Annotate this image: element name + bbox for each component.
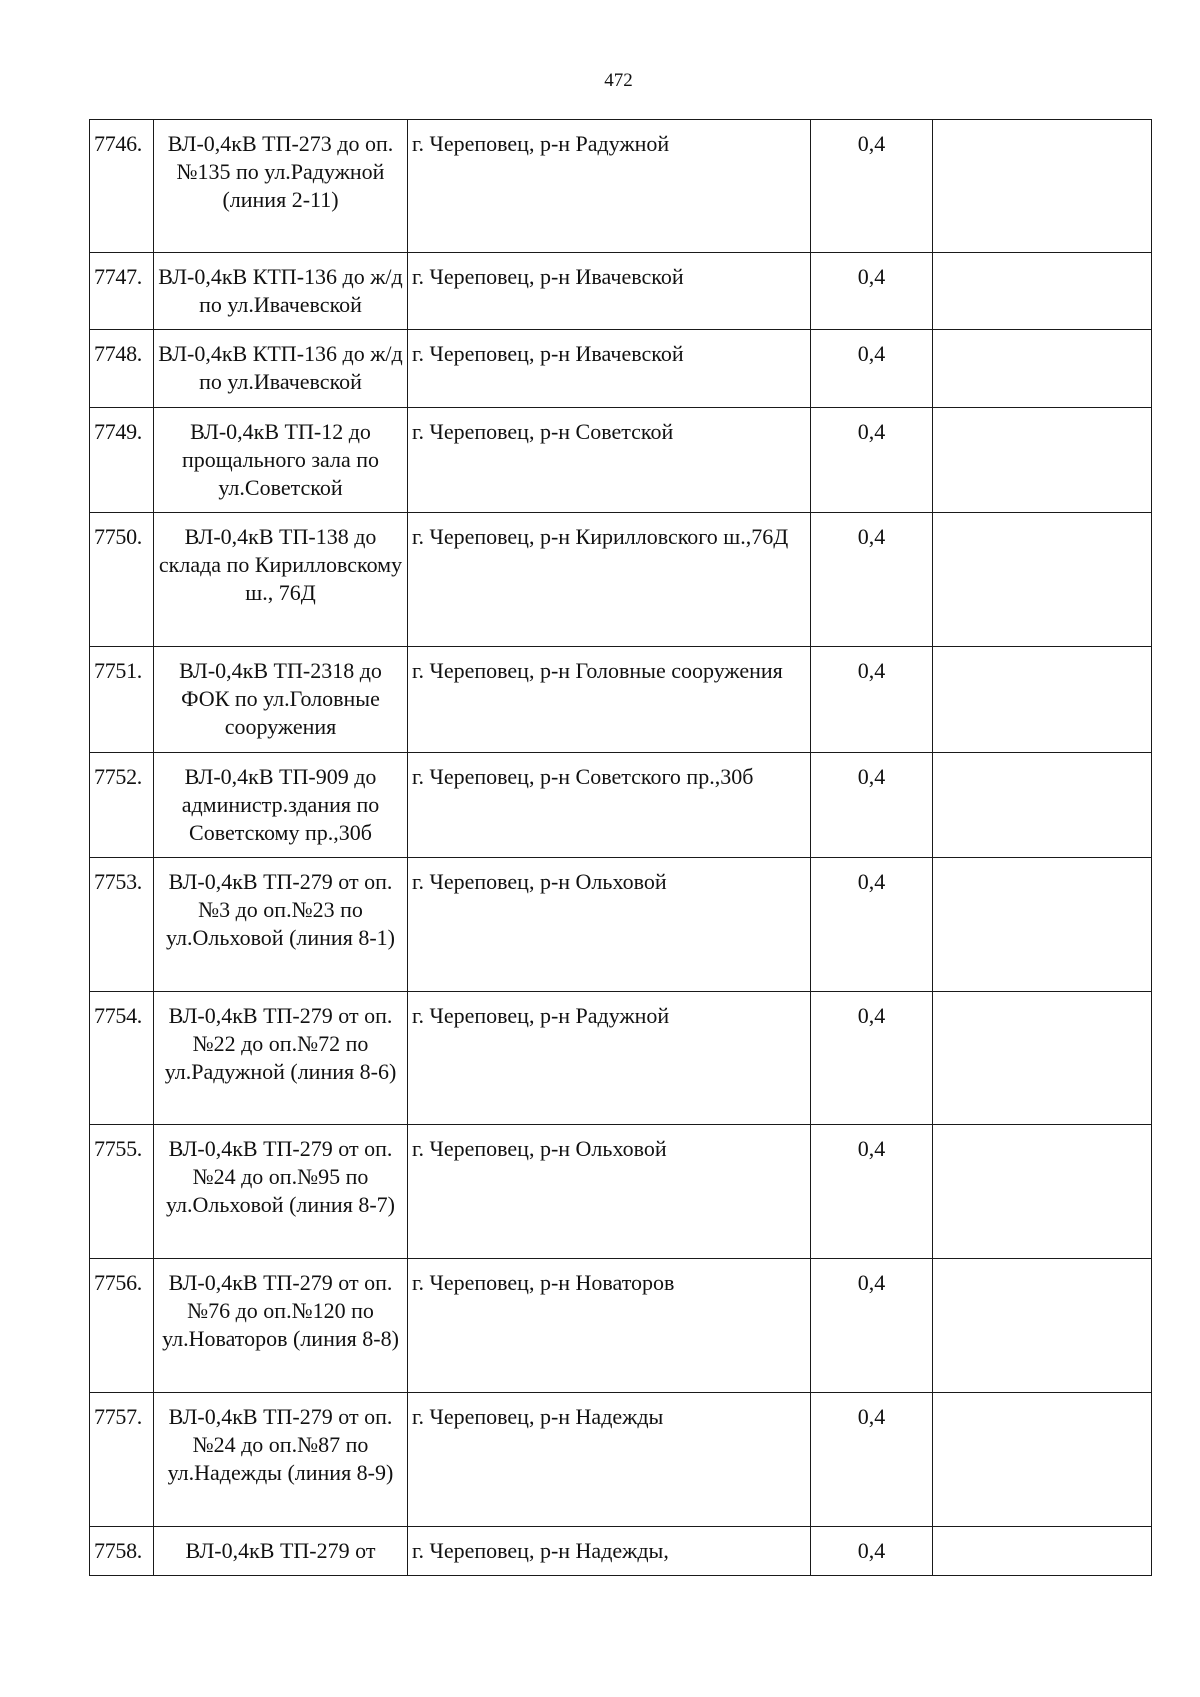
empty-cell xyxy=(933,647,1152,753)
line-voltage: 0,4 xyxy=(811,647,933,753)
row-number: 7750. xyxy=(90,513,154,647)
row-number: 7752. xyxy=(90,753,154,858)
row-number: 7757. xyxy=(90,1393,154,1527)
table-row xyxy=(90,408,1152,513)
line-voltage: 0,4 xyxy=(811,753,933,858)
empty-cell xyxy=(933,1259,1152,1393)
line-address: г. Череповец, р-н Надежды xyxy=(408,1393,811,1527)
line-voltage: 0,4 xyxy=(811,1527,933,1576)
line-address: г. Череповец, р-н Новаторов xyxy=(408,1259,811,1393)
line-name: ВЛ-0,4кВ ТП-909 до администр.здания по Советскому пр.,30б xyxy=(154,753,408,858)
line-address: г. Череповец, р-н Надежды, xyxy=(408,1527,811,1576)
line-voltage: 0,4 xyxy=(811,858,933,992)
line-name: ВЛ-0,4кВ ТП-279 от оп.№22 до оп.№72 по ул.Радужной (линия 8-6) xyxy=(154,992,408,1125)
line-voltage: 0,4 xyxy=(811,1125,933,1259)
line-name: ВЛ-0,4кВ ТП-273 до оп.№135 по ул.Радужной (линия 2-11) xyxy=(154,120,408,253)
line-name: ВЛ-0,4кВ КТП-136 до ж/д по ул.Ивачевской xyxy=(154,330,408,408)
table-row xyxy=(90,120,1152,253)
empty-cell xyxy=(933,408,1152,513)
line-address: г. Череповец, р-н Советского пр.,30б xyxy=(408,753,811,858)
row-number: 7753. xyxy=(90,858,154,992)
line-voltage: 0,4 xyxy=(811,330,933,408)
table-row xyxy=(90,1527,1152,1576)
line-voltage: 0,4 xyxy=(811,1393,933,1527)
empty-cell xyxy=(933,253,1152,330)
line-voltage: 0,4 xyxy=(811,120,933,253)
table-row xyxy=(90,1125,1152,1259)
line-name: ВЛ-0,4кВ ТП-279 от оп.№24 до оп.№87 по ул.Надежды (линия 8-9) xyxy=(154,1393,408,1527)
empty-cell xyxy=(933,1125,1152,1259)
line-name: ВЛ-0,4кВ ТП-12 до прощального зала по ул.Советской xyxy=(154,408,408,513)
row-number: 7755. xyxy=(90,1125,154,1259)
row-number: 7751. xyxy=(90,647,154,753)
line-voltage: 0,4 xyxy=(811,513,933,647)
line-name: ВЛ-0,4кВ ТП-2318 до ФОК по ул.Головные сооружения xyxy=(154,647,408,753)
empty-cell xyxy=(933,1527,1152,1576)
line-address: г. Череповец, р-н Ивачевской xyxy=(408,253,811,330)
line-name: ВЛ-0,4кВ КТП-136 до ж/д по ул.Ивачевской xyxy=(154,253,408,330)
row-number: 7758. xyxy=(90,1527,154,1576)
line-address: г. Череповец, р-н Ольховой xyxy=(408,1125,811,1259)
line-name: ВЛ-0,4кВ ТП-279 от xyxy=(154,1527,408,1576)
table-row xyxy=(90,647,1152,753)
table-row xyxy=(90,253,1152,330)
line-name: ВЛ-0,4кВ ТП-279 от оп.№3 до оп.№23 по ул.Ольховой (линия 8-1) xyxy=(154,858,408,992)
empty-cell xyxy=(933,992,1152,1125)
empty-cell xyxy=(933,753,1152,858)
register-table xyxy=(89,119,1152,1576)
line-name: ВЛ-0,4кВ ТП-279 от оп.№24 до оп.№95 по ул.Ольховой (линия 8-7) xyxy=(154,1125,408,1259)
row-number: 7756. xyxy=(90,1259,154,1393)
page-number: 472 xyxy=(604,70,633,91)
line-voltage: 0,4 xyxy=(811,992,933,1125)
line-name: ВЛ-0,4кВ ТП-279 от оп.№76 до оп.№120 по ул.Новаторов (линия 8-8) xyxy=(154,1259,408,1393)
row-number: 7749. xyxy=(90,408,154,513)
table-row xyxy=(90,1393,1152,1527)
table-row xyxy=(90,858,1152,992)
line-address: г. Череповец, р-н Ивачевской xyxy=(408,330,811,408)
line-address: г. Череповец, р-н Советской xyxy=(408,408,811,513)
empty-cell xyxy=(933,120,1152,253)
line-address: г. Череповец, р-н Радужной xyxy=(408,992,811,1125)
empty-cell xyxy=(933,858,1152,992)
table-row xyxy=(90,992,1152,1125)
row-number: 7747. xyxy=(90,253,154,330)
table-row xyxy=(90,513,1152,647)
line-voltage: 0,4 xyxy=(811,253,933,330)
table-row xyxy=(90,1259,1152,1393)
empty-cell xyxy=(933,330,1152,408)
line-address: г. Череповец, р-н Радужной xyxy=(408,120,811,253)
line-address: г. Череповец, р-н Ольховой xyxy=(408,858,811,992)
table-row xyxy=(90,330,1152,408)
line-voltage: 0,4 xyxy=(811,408,933,513)
empty-cell xyxy=(933,513,1152,647)
table-row xyxy=(90,753,1152,858)
empty-cell xyxy=(933,1393,1152,1527)
line-address: г. Череповец, р-н Кирилловского ш.,76Д xyxy=(408,513,811,647)
line-voltage: 0,4 xyxy=(811,1259,933,1393)
row-number: 7754. xyxy=(90,992,154,1125)
row-number: 7746. xyxy=(90,120,154,253)
line-address: г. Череповец, р-н Головные сооружения xyxy=(408,647,811,753)
register-table-body xyxy=(90,120,1152,1576)
row-number: 7748. xyxy=(90,330,154,408)
line-name: ВЛ-0,4кВ ТП-138 до склада по Кирилловскому ш., 76Д xyxy=(154,513,408,647)
